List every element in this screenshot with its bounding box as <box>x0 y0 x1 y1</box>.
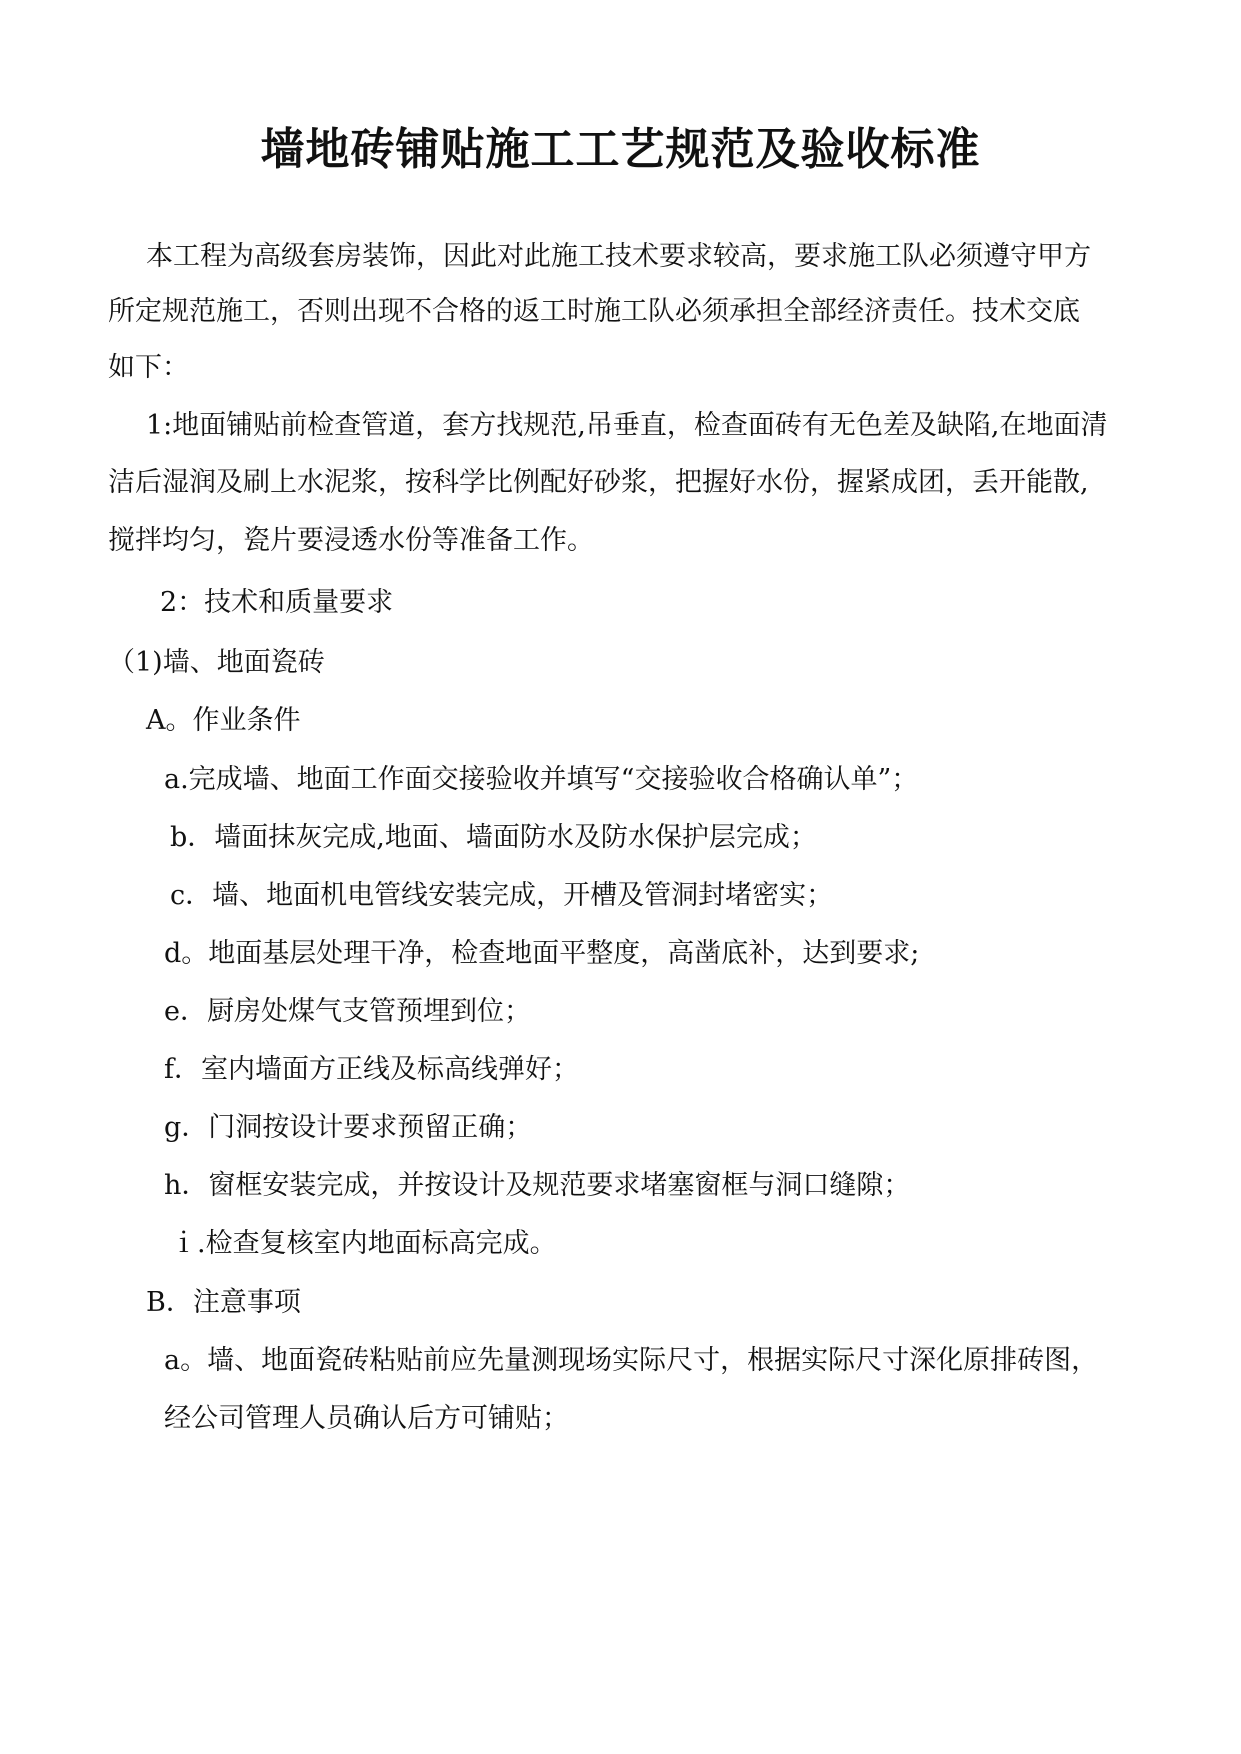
section1-line-3: 搅拌均匀，瓷片要浸透水份等准备工作。 <box>108 525 594 556</box>
list-item: g．门洞按设计要求预留正确； <box>164 1112 533 1143</box>
list-item: a.完成墙、地面工作面交接验收并填写“交接验收合格确认单”； <box>164 764 919 795</box>
subsection1-heading: （1)墙、地面瓷砖 <box>108 647 325 678</box>
list-item: e．厨房处煤气支管预埋到位； <box>164 996 531 1027</box>
intro-line-2: 所定规范施工，否则出现不合格的返工时施工队必须承担全部经济责任。技术交底 <box>108 296 1080 327</box>
list-item: ｉ.检查复核室内地面标高完成。 <box>170 1228 557 1259</box>
part-b-item-a-line-2: 经公司管理人员确认后方可铺贴； <box>164 1403 569 1434</box>
part-b-item-a-line-1: a。墙、地面瓷砖粘贴前应先量测现场实际尺寸，根据实际尺寸深化原排砖图， <box>164 1345 1099 1376</box>
section1-line-2: 洁后湿润及刷上水泥浆，按科学比例配好砂浆，把握好水份，握紧成团，丢开能散, <box>108 467 1089 498</box>
part-b-heading: B．注意事项 <box>146 1287 301 1318</box>
part-a-heading: A。作业条件 <box>146 705 301 736</box>
list-item: f．室内墙面方正线及标高线弹好； <box>164 1054 579 1085</box>
intro-line-1: 本工程为高级套房装饰，因此对此施工技术要求较高，要求施工队必须遵守甲方 <box>146 241 1091 272</box>
document-title: 墙地砖铺贴施工工艺规范及验收标准 <box>260 124 981 175</box>
list-item: b．墙面抹灰完成,地面、墙面防水及防水保护层完成； <box>170 822 817 853</box>
section2-heading: 2：技术和质量要求 <box>160 587 394 618</box>
list-item: h．窗框安装完成，并按设计及规范要求堵塞窗框与洞口缝隙； <box>164 1170 911 1201</box>
list-item: c．墙、地面机电管线安装完成，开槽及管洞封堵密实； <box>170 880 834 911</box>
list-item: d。地面基层处理干净，检查地面平整度，高凿底补，达到要求; <box>164 938 920 969</box>
section1-line-1: 1:地面铺贴前检查管道，套方找规范,吊垂直，检查面砖有无色差及缺陷,在地面清 <box>146 410 1108 441</box>
intro-line-3: 如下： <box>108 352 189 383</box>
